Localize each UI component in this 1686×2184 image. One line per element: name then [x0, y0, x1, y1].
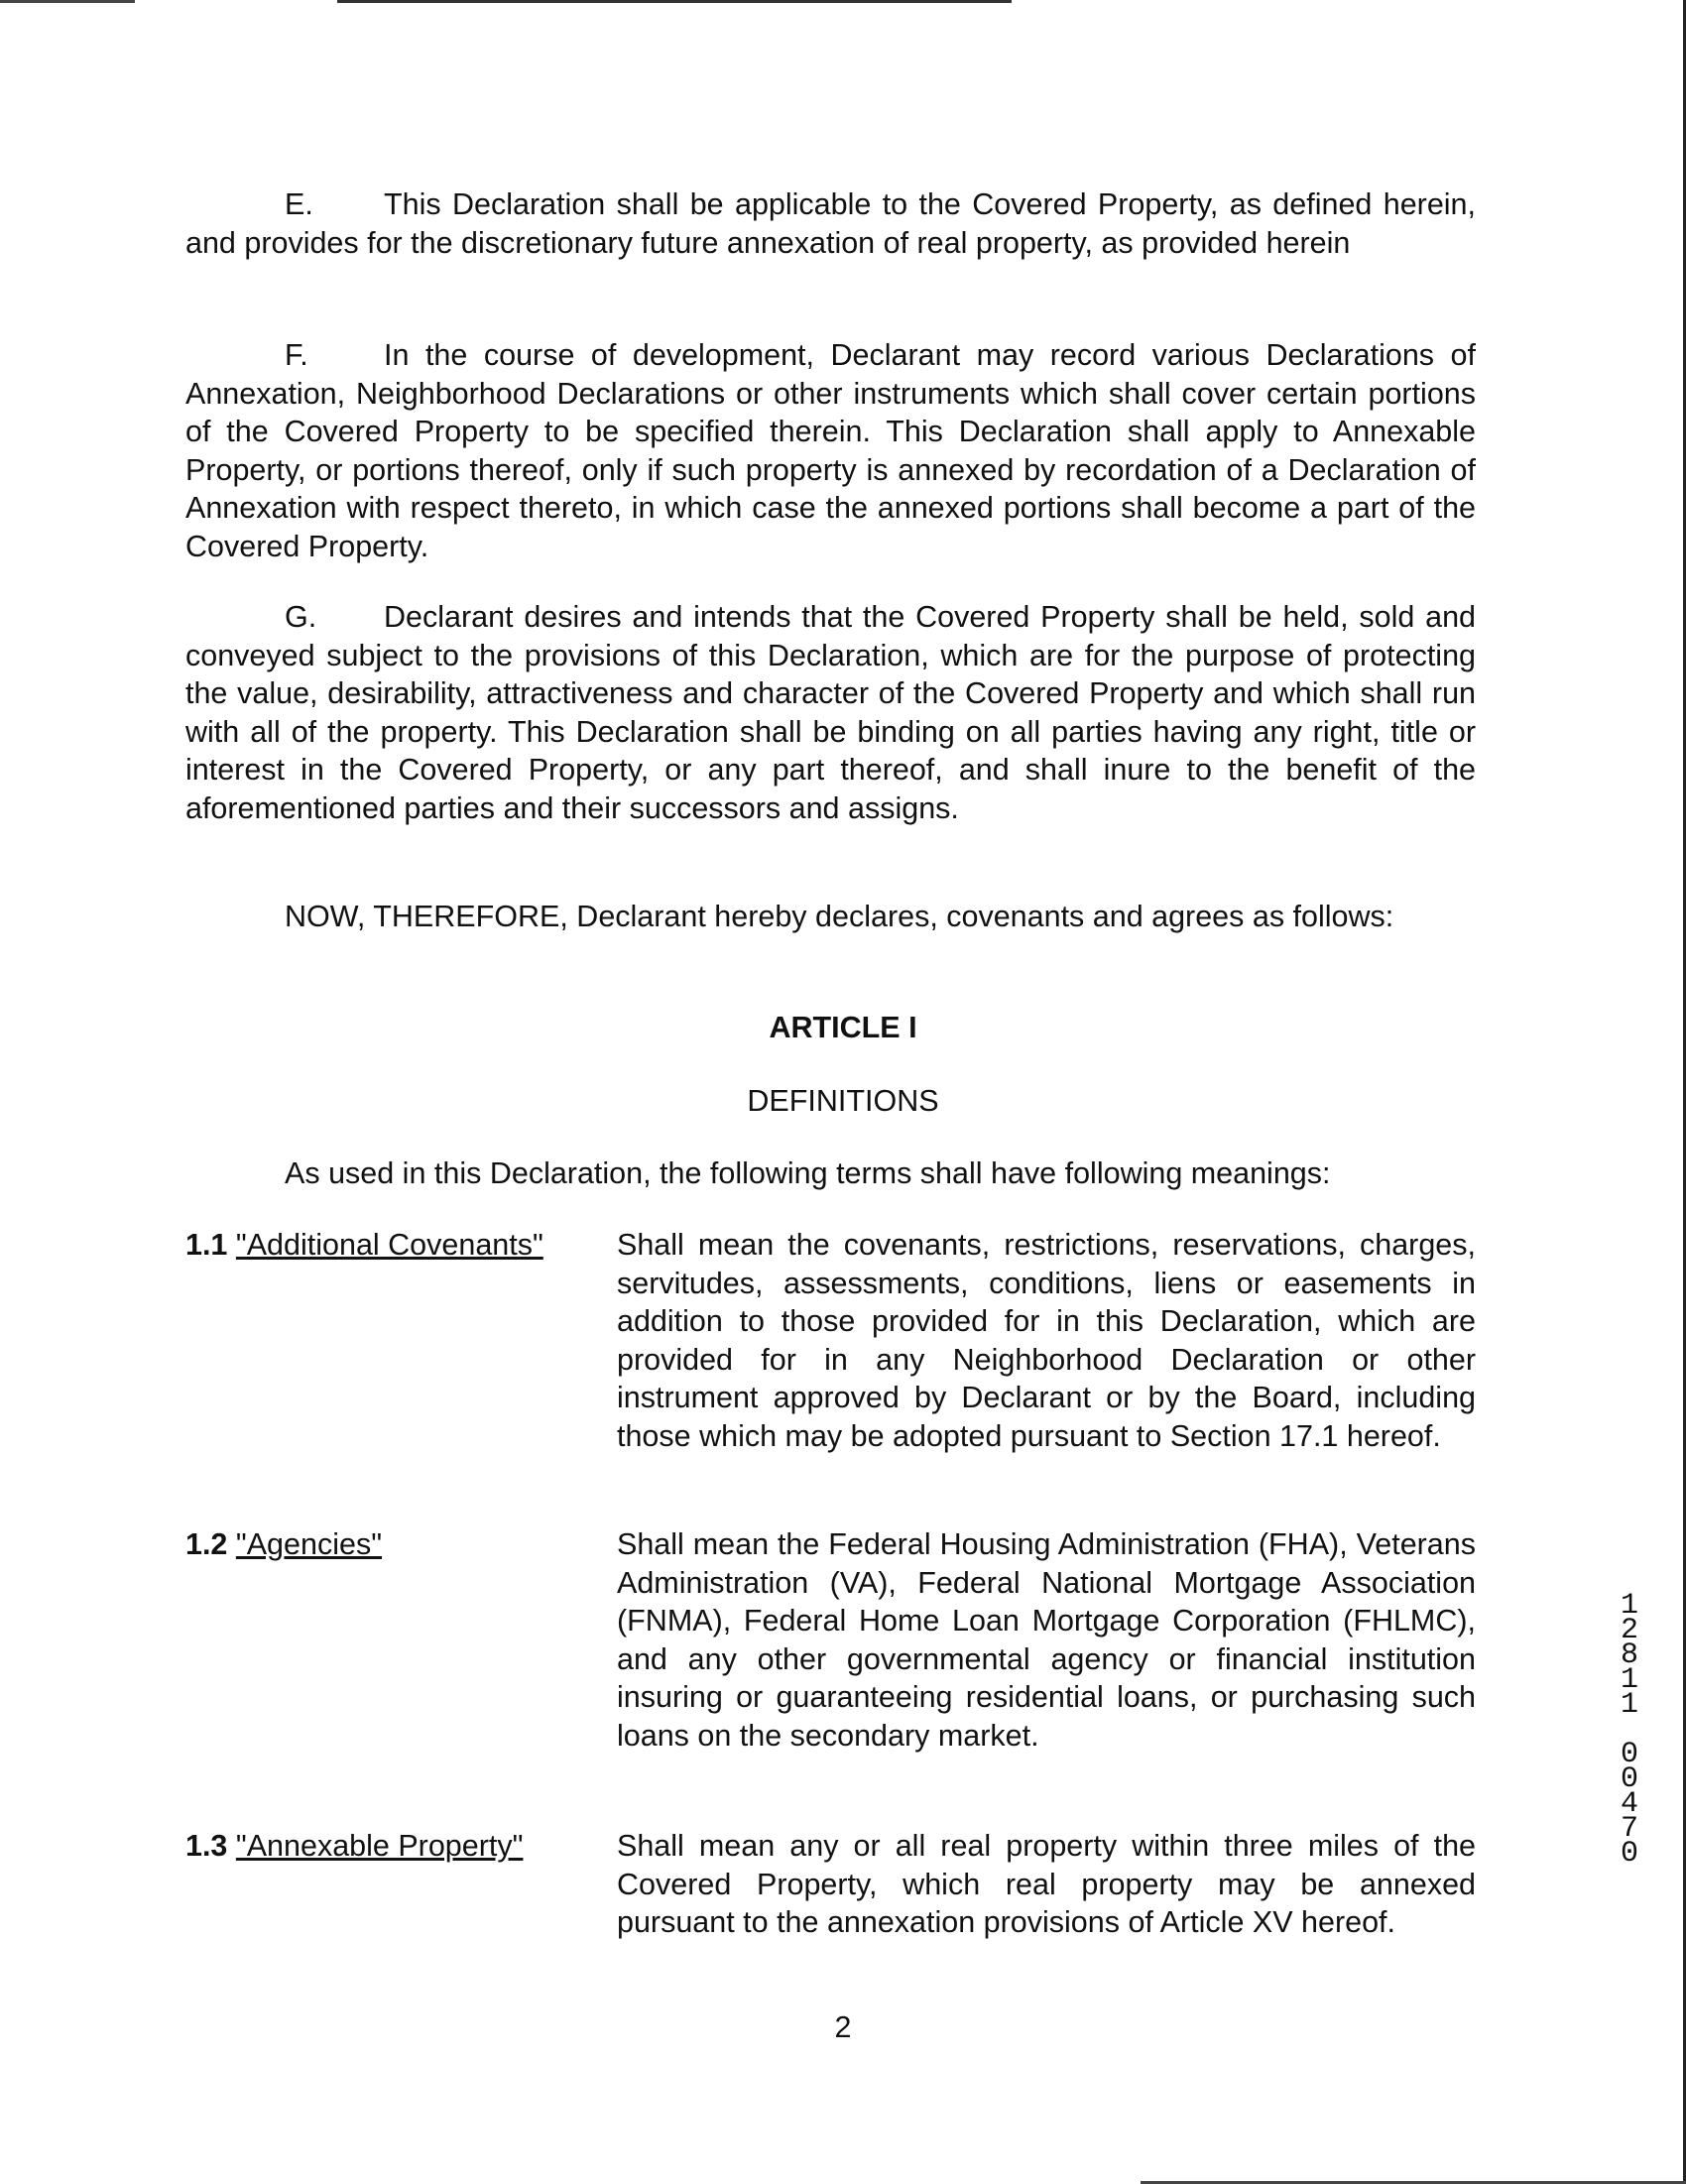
definition-term-text: "Annexable Property": [235, 1829, 524, 1863]
article-intro: [185, 1154, 1476, 1193]
stamp-digit: 1: [1620, 1688, 1638, 1722]
paragraph-now-therefore: [185, 898, 1476, 936]
paragraph-e: [185, 185, 1476, 262]
stamp-digit: 7: [1620, 1812, 1638, 1846]
stamp-digit: 8: [1620, 1638, 1638, 1672]
definition-number: 1.2: [185, 1527, 228, 1561]
scan-edge-top: [0, 0, 1686, 3]
paragraph-g: [185, 598, 1476, 828]
definition-item: [185, 1525, 1476, 1756]
intro-text: As used in this Declaration, the following terms shall have following meanings:: [285, 1156, 1331, 1190]
definition-text: Shall mean any or all real property within three miles of the Covered Property, which real property may be annexed pursuant to the annexation provisions of Article XV hereof.: [617, 1829, 1476, 1940]
paragraph-text: Declarant desires and intends that the Covered Property shall be held, sold and conveyed subject to the provisions of this Declaration, which are for the purpose of protecting the value, desirability, attractiveness and character of the Covered Property and which shall run with all of the property. This Declaration shall be binding on all parties having any right, title or interest in the Covered Property, or any part thereof, and shall inure to the benefit of the aforementioned parties and their successors and assigns.: [185, 600, 1476, 825]
article-subtitle: DEFINITIONS: [747, 1084, 939, 1118]
paragraph-text: In the course of development, Declarant may record various Declarations of Annexation, Neighborhood Declarations or other instruments which shall cover certain portions of the Covered Property to be specified therein. This Declaration shall apply to Annexable Property, or portions thereof, only if such property is annexed by recordation of a Declaration of Annexation with respect thereto, in which case the annexed portions shall become a part of the Covered Property.: [185, 338, 1476, 563]
article-title: ARTICLE I: [769, 1011, 917, 1044]
paragraph-label: F.: [285, 338, 308, 372]
stamp-digit: 0: [1620, 1738, 1638, 1771]
page-number: 2: [834, 2010, 852, 2044]
definition-term: [185, 1525, 382, 1564]
paragraph-text: NOW, THEREFORE, Declarant hereby declares, covenants and agrees as follows:: [285, 900, 1394, 933]
paragraph-label: E.: [285, 187, 313, 221]
stamp-digit: 0: [1620, 1837, 1638, 1871]
paragraph-label: G.: [285, 600, 317, 634]
definition-item: [185, 1827, 1476, 1942]
definition-text: Shall mean the covenants, restrictions, reservations, charges, servitudes, assessments, conditions, liens or easements in addition to those provided for in this Declaration, which are provided for in any Neighborhood Declaration or other instrument approved by Declarant or by the Board, including those which may be adopted pursuant to Section 17.1 hereof.: [617, 1228, 1476, 1453]
definition-text: Shall mean the Federal Housing Administration (FHA), Veterans Administration (VA), Federal National Mortgage Association (FNMA), Federal Home Loan Mortgage Corporation (FHLMC), and any other governmental agency or financial institution insuring or guaranteeing residential loans, or purchasing such loans on the secondary market.: [617, 1527, 1476, 1753]
stamp-digit: 0: [1620, 1762, 1638, 1796]
definition-number: 1.3: [185, 1829, 228, 1863]
stamp-digit: 1: [1620, 1589, 1638, 1623]
definition-term-text: "Additional Covenants": [235, 1228, 543, 1262]
definition-term: [185, 1827, 523, 1866]
definition-item: [185, 1226, 1476, 1456]
stamp-digit: 1: [1620, 1663, 1638, 1697]
definition-term-text: "Agencies": [235, 1527, 383, 1561]
definition-number: 1.1: [185, 1228, 228, 1262]
stamp-digit: 4: [1620, 1787, 1638, 1821]
paragraph-f: [185, 336, 1476, 566]
definition-term: [185, 1226, 543, 1265]
recording-stamp: [1615, 1589, 1644, 1871]
stamp-digit: 2: [1620, 1614, 1638, 1647]
paragraph-text: This Declaration shall be applicable to the Covered Property, as defined herein, and provides for the discretionary future annexation of real property, as provided herein: [185, 187, 1476, 260]
